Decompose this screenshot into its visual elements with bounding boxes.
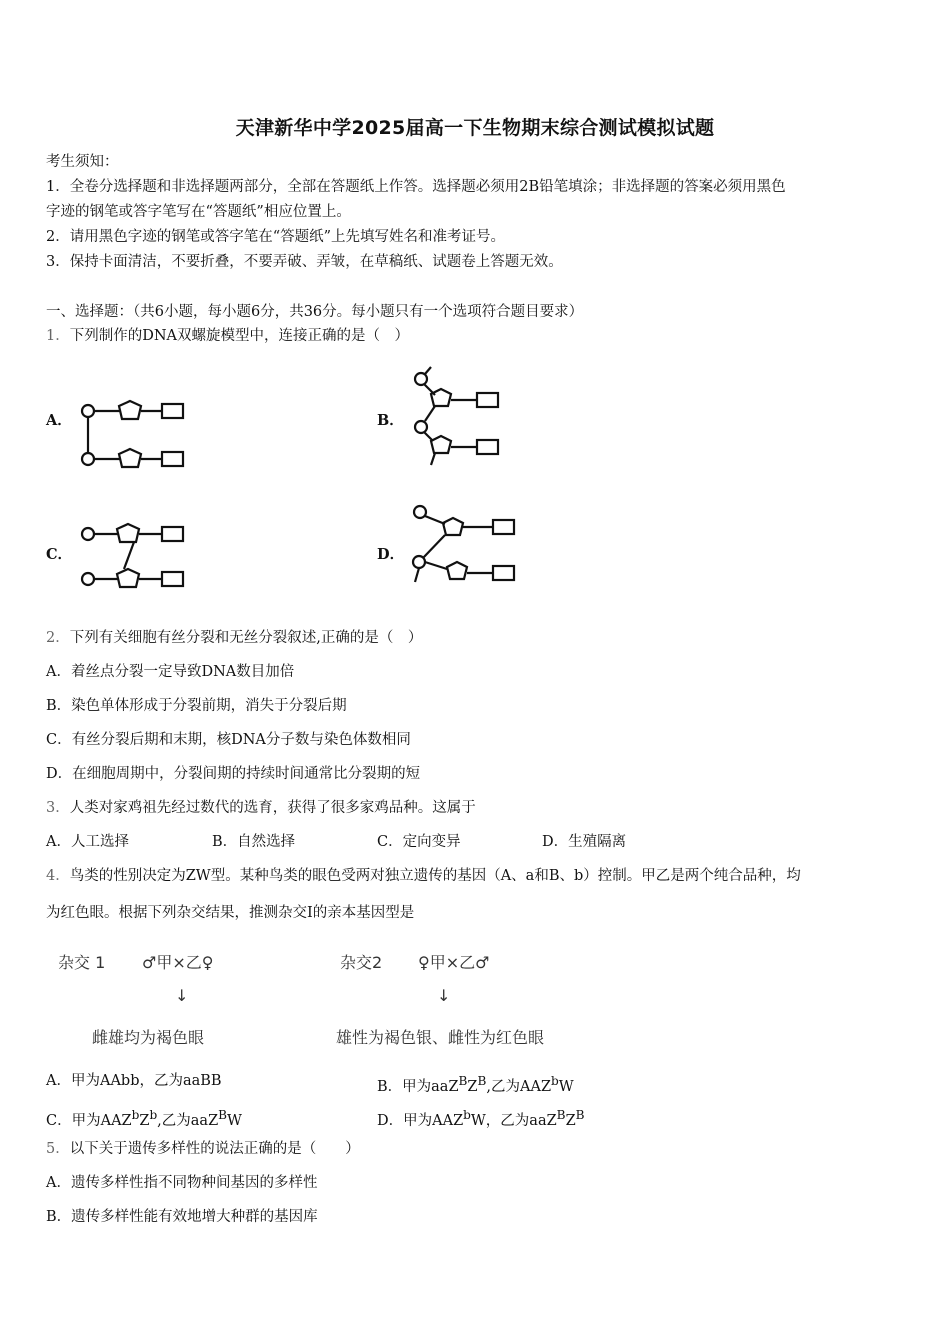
q2-option-c: C．有丝分裂后期和末期，核DNA分子数与染色体数相同 [46,732,411,748]
dna-model-d [405,500,520,590]
q3-option-a: A．人工选择 [46,834,129,850]
notice-line-1a: 1．全卷分选择题和非选择题两部分，全部在答题纸上作答。选择题必须用2B铅笔填涂；非选择题的答案必须用黑色 [46,179,786,195]
q3-option-d: D．生殖隔离 [542,834,627,850]
cross-1-parents: ♂甲×乙♀ [142,953,214,972]
page-title: 天津新华中学2025届高一下生物期末综合测试模拟试题 [235,117,715,139]
cross-2-arrow: ↓ [437,986,451,1005]
question-3 [46,798,476,818]
q5-option-b: B．遗传多样性能有效地增大种群的基因库 [46,1209,318,1225]
question-4-cont: 为红色眼。根据下列杂交结果，推测杂交I的亲本基因型是 [46,905,415,921]
question-stem: 以下关于遗传多样性的说法正确的是（ ） [69,1141,360,1157]
section-heading: 一、选择题：（共6小题，每小题6分，共36分。每小题只有一个选项符合题目要求） [46,304,584,320]
dna-model-c [78,518,188,598]
notice-line-1b: 字迹的钢笔或答字笔写在“答题纸”相应位置上。 [46,204,351,220]
q1-option-b-label: B． [377,412,404,429]
notice-line-3: 3．保持卡面清洁，不要折叠，不要弄破、弄皱，在草稿纸、试题卷上答题无效。 [46,254,563,270]
q2-option-b: B．染色单体形成于分裂前期，消失于分裂后期 [46,698,347,714]
q4-option-a: A．甲为AAbb，乙为aaBB [46,1073,222,1089]
cross-1-arrow: ↓ [175,986,189,1005]
q4-option-b: B．甲为$aaZ^BZ^B$,乙为AAZ$^b$W [377,1074,574,1095]
cross-2-result: 雄性为褐色银、雌性为红色眼 [336,1028,545,1047]
q2-option-a: A．着丝点分裂一定导致DNA数目加倍 [46,664,295,680]
question-stem: 下列制作的DNA双螺旋模型中，连接正确的是（ ） [69,328,410,344]
q4-option-c: C．甲为$AAZ^bZ^b$,乙为aaZ$^B$W [46,1108,242,1129]
cross-1-label: 杂交 1 [58,953,106,972]
question-1 [46,326,409,346]
q1-option-c-label: C． [46,546,73,563]
question-stem: 人类对家鸡祖先经过数代的选育，获得了很多家鸡品种。这属于 [69,800,476,816]
cross-1-result: 雌雄均为褐色眼 [92,1028,205,1047]
question-5 [46,1139,360,1159]
q1-option-a-label: A． [46,412,72,429]
q3-option-b: B．自然选择 [212,834,296,850]
q3-option-c: C．定向变异 [377,834,461,850]
question-number: 2． [46,630,70,646]
notice-heading: 考生须知： [46,154,119,170]
question-stem: 鸟类的性别决定为ZW型。某种鸟类的眼色受两对独立遗传的基因（A、a和B、b）控制。甲乙是两个纯合品种，均 [69,868,801,884]
cross-2-label: 杂交2 [340,953,383,972]
question-stem: 下列有关细胞有丝分裂和无丝分裂叙述,正确的是（ ） [69,630,423,646]
question-2 [46,628,422,648]
question-number: 4． [46,868,70,884]
dna-model-b [405,365,505,470]
question-4 [46,866,801,886]
question-number: 3． [46,800,70,816]
q4-option-d: D．甲为AAZ$^b$W，乙为$aaZ^BZ^B$ [377,1108,585,1129]
cross-2-parents: ♀甲×乙♂ [418,953,490,972]
q5-option-a: A．遗传多样性指不同物种间基因的多样性 [46,1175,318,1191]
dna-model-a [78,395,188,475]
q2-option-d: D．在细胞周期中，分裂间期的持续时间通常比分裂期的短 [46,766,421,782]
notice-line-2: 2．请用黑色字迹的钢笔或答字笔在“答题纸”上先填写姓名和准考证号。 [46,229,506,245]
question-number: 5． [46,1141,70,1157]
question-number: 1． [46,328,70,344]
q1-option-d-label: D． [377,546,405,563]
